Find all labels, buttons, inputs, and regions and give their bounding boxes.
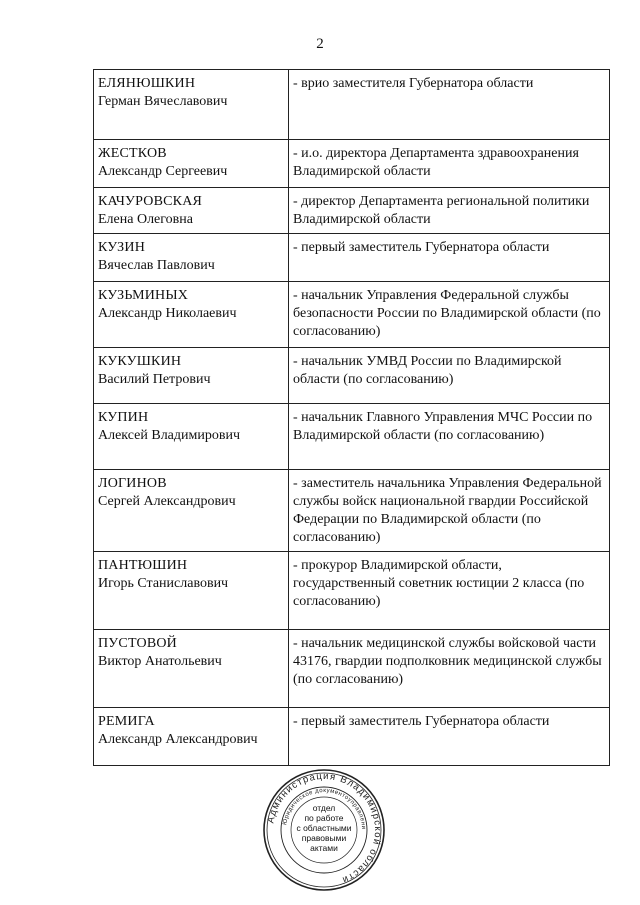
member-surname: ПУСТОВОЙ (98, 636, 177, 651)
page-number: 2 (316, 36, 324, 52)
member-given-name: Игорь Станиславович (98, 576, 229, 591)
table-row (94, 470, 610, 552)
member-name-cell (94, 404, 289, 470)
member-given-name: Александр Александрович (98, 732, 258, 747)
member-role: - и.о. директора Департамента здравоохранения Владимирской области (289, 140, 610, 188)
stamp-line: с областными (296, 823, 352, 833)
member-given-name: Вячеслав Павлович (98, 258, 215, 273)
stamp-line: отдел (312, 803, 336, 813)
member-surname: КУКУШКИН (98, 354, 182, 369)
member-surname: ЕЛЯНЮШКИН (98, 76, 196, 91)
member-name-cell (94, 188, 289, 234)
member-role: - прокурор Владимирской области, государственный советник юстиции 2 класса (по согласованию) (289, 552, 610, 630)
member-name-cell (94, 552, 289, 630)
member-given-name: Василий Петрович (98, 372, 211, 387)
stamp-center-text (262, 803, 386, 853)
member-given-name: Елена Олеговна (98, 212, 193, 227)
table-row (94, 188, 610, 234)
official-stamp (262, 768, 386, 892)
stamp-inner-text: Юридическое документоуправлени (282, 787, 367, 830)
member-surname: ЛОГИНОВ (98, 476, 167, 491)
table-row (94, 404, 610, 470)
member-surname: РЕМИГА (98, 714, 155, 729)
member-name-cell (94, 234, 289, 282)
table-row (94, 234, 610, 282)
member-role: - директор Департамента региональной политики Владимирской области (289, 188, 610, 234)
member-given-name: Виктор Анатольевич (98, 654, 222, 669)
member-role: - первый заместитель Губернатора области (289, 234, 610, 282)
member-role: - врио заместителя Губернатора области (289, 70, 610, 140)
stamp-outer-text: Администрация Владимирской области (265, 770, 384, 886)
member-role: - начальник Главного Управления МЧС России по Владимирской области (по согласованию) (289, 404, 610, 470)
members-table (93, 69, 610, 766)
stamp-line: актами (310, 843, 338, 853)
member-surname: КУПИН (98, 410, 149, 425)
member-role: - начальник Управления Федеральной службы безопасности России по Владимирской области (по согласованию) (289, 282, 610, 348)
member-name-cell (94, 70, 289, 140)
member-name-cell (94, 470, 289, 552)
member-surname: ПАНТЮШИН (98, 558, 188, 573)
member-name-cell (94, 708, 289, 766)
member-name-cell (94, 282, 289, 348)
table-row (94, 552, 610, 630)
member-surname: КУЗИН (98, 240, 146, 255)
table-row (94, 630, 610, 708)
member-role: - заместитель начальника Управления Федеральной службы войск национальной гвардии Российской Федерации по Владимирской области (по согласованию) (289, 470, 610, 552)
member-surname: КАЧУРОВСКАЯ (98, 194, 203, 209)
member-name-cell (94, 348, 289, 404)
member-role: - начальник УМВД России по Владимирской области (по согласованию) (289, 348, 610, 404)
table-row (94, 348, 610, 404)
member-given-name: Александр Сергеевич (98, 164, 228, 179)
table-row (94, 708, 610, 766)
stamp-line: правовыми (301, 833, 347, 843)
member-name-cell (94, 630, 289, 708)
member-role: - начальник медицинской службы войсковой части 43176, гвардии подполковник медицинской службы (по согласованию) (289, 630, 610, 708)
stamp-line: по работе (304, 813, 344, 823)
member-given-name: Алексей Владимирович (98, 428, 241, 443)
table-row (94, 70, 610, 140)
table-row (94, 140, 610, 188)
member-given-name: Сергей Александрович (98, 494, 236, 509)
member-name-cell (94, 140, 289, 188)
member-surname: ЖЕСТКОВ (98, 146, 167, 161)
member-role: - первый заместитель Губернатора области (289, 708, 610, 766)
member-given-name: Александр Николаевич (98, 306, 237, 321)
member-given-name: Герман Вячеславович (98, 94, 228, 109)
table-row (94, 282, 610, 348)
member-surname: КУЗЬМИНЫХ (98, 288, 189, 303)
